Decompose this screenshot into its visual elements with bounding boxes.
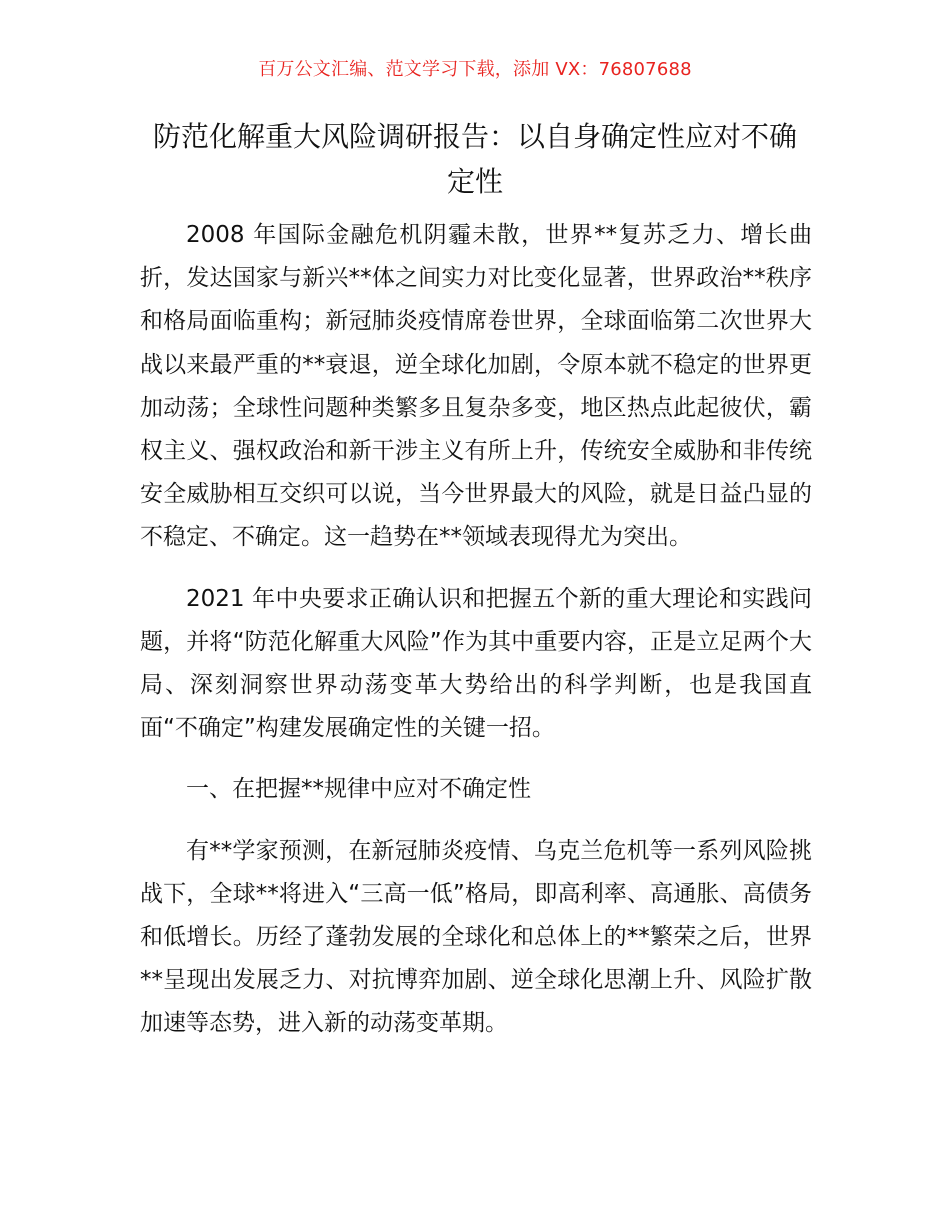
header-banner: 百万公文汇编、范文学习下载，添加 VX：76807688 xyxy=(258,59,692,80)
section-heading-1: 一、在把握**规律中应对不确定性 xyxy=(186,776,531,803)
paragraph-2: 2021 年中央要求正确认识和把握五个新的重大理论和实践问题，并将“防范化解重大风险”作为其中重要内容，正是立足两个大局、深刻洞察世界动荡变革大势给出的科学判断，也是我国直面“不确定”构建发展确定性的关键一招。 xyxy=(140,585,812,742)
paragraph-3: 有**学家预测，在新冠肺炎疫情、乌克兰危机等一系列风险挑战下，全球**将进入“三高一低”格局，即高利率、高通胀、高债务和低增长。历经了蓬勃发展的全球化和总体上的**繁荣之后，世界**呈现出发展乏力、对抗博弈加剧、逆全球化思潮上升、风险扩散加速等态势，进入新的动荡变革期。 xyxy=(140,837,812,1037)
document-title: 防范化解重大风险调研报告：以自身确定性应对不确定性 xyxy=(152,120,797,198)
paragraph-1: 2008 年国际金融危机阴霾未散，世界**复苏乏力、增长曲折，发达国家与新兴**体之间实力对比变化显著，世界政治**秩序和格局面临重构；新冠肺炎疫情席卷世界，全球面临第二次世界大战以来最严重的**衰退，逆全球化加剧，令原本就不稳定的世界更加动荡；全球性问题种类繁多且复杂多变，地区热点此起彼伏，霸权主义、强权政治和新干涉主义有所上升，传统安全威胁和非传统安全威胁相互交织可以说，当今世界最大的风险，就是日益凸显的不稳定、不确定。这一趋势在**领域表现得尤为突出。 xyxy=(140,222,812,551)
document-body xyxy=(140,214,812,1064)
